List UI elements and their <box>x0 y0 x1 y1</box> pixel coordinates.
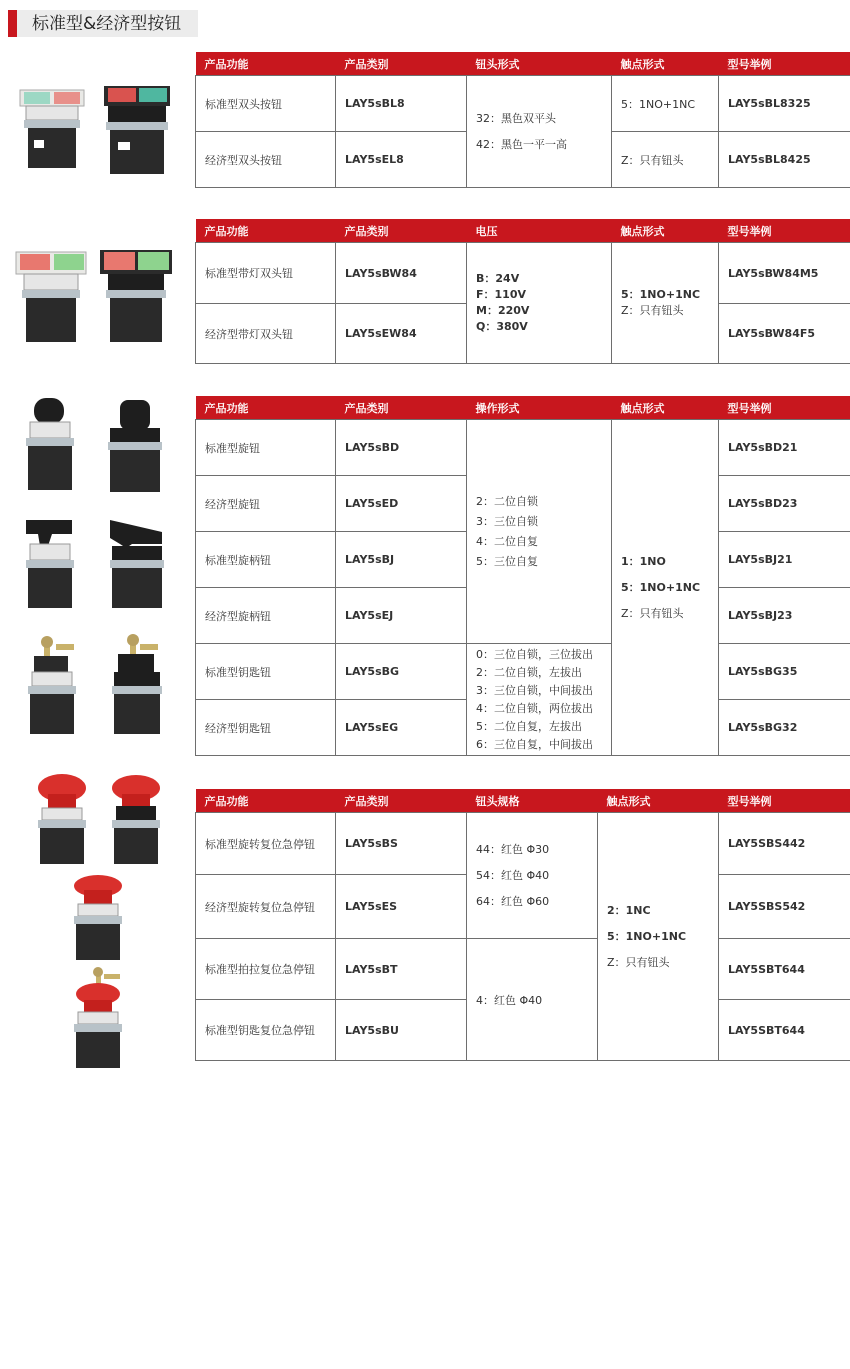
contact-item: Z：只有钮头 <box>607 955 670 969</box>
contact-cell <box>612 420 719 756</box>
head-form-item: 32：黑色双平头 <box>476 111 556 125</box>
model-cell: LAY5sBW84F5 <box>719 304 850 364</box>
category-cell: LAY5sBU <box>336 1000 467 1061</box>
function-cell: 经济型旋转复位急停钮 <box>196 875 336 939</box>
function-cell: 标准型旋转复位急停钮 <box>196 813 336 875</box>
model-cell: LAY5SBS442 <box>719 813 850 875</box>
operation-item: 2：二位自锁，左拔出 <box>476 665 582 679</box>
column-header: 型号举例 <box>719 219 850 243</box>
function-cell: 标准型带灯双头钮 <box>196 243 336 304</box>
emergency-stop-image-white <box>34 772 90 866</box>
model-cell: LAY5SBS542 <box>719 875 850 939</box>
double-head-button-table <box>195 52 850 188</box>
category-cell: LAY5sBW84 <box>336 243 467 304</box>
voltage-item: F：110V <box>476 288 526 301</box>
emergency-stop-image-black <box>108 774 164 866</box>
category-cell: LAY5sBG <box>336 644 467 700</box>
column-header: 触点形式 <box>612 396 719 420</box>
function-cell: 标准型钥匙钮 <box>196 644 336 700</box>
table-row <box>196 243 850 304</box>
column-header: 钮头规格 <box>467 789 598 813</box>
model-cell: LAY5sBD23 <box>719 476 850 532</box>
function-cell: 标准型双头按钮 <box>196 76 336 132</box>
model-cell: LAY5SBT644 <box>719 939 850 1000</box>
illuminated-double-button-table <box>195 219 850 364</box>
column-header: 操作形式 <box>467 396 612 420</box>
contact-cell <box>598 813 719 1061</box>
illuminated-double-button-image-black <box>98 248 174 344</box>
model-cell: LAY5SBT644 <box>719 1000 850 1061</box>
operation-item: 2：二位自锁 <box>476 494 538 508</box>
contact-item: 1：1NO <box>621 554 666 568</box>
double-button-image-black <box>100 84 175 176</box>
contact-item: 5：1NO+1NC <box>621 580 701 594</box>
key-reset-emergency-stop-image <box>70 966 130 1070</box>
voltage-item: M：220V <box>476 304 530 317</box>
model-cell: LAY5sBL8425 <box>719 132 850 188</box>
column-header: 产品类别 <box>336 52 467 76</box>
contact-cell <box>612 243 719 364</box>
column-header: 产品类别 <box>336 789 467 813</box>
operation-item: 4：二位自复 <box>476 534 538 548</box>
voltage-item: Q：380V <box>476 320 528 333</box>
double-button-image-white <box>16 84 88 170</box>
function-cell: 标准型旋柄钮 <box>196 532 336 588</box>
column-header: 电压 <box>467 219 612 243</box>
column-header: 触点形式 <box>598 789 719 813</box>
category-cell: LAY5sBL8 <box>336 76 467 132</box>
category-cell: LAY5sBS <box>336 813 467 875</box>
column-header: 产品功能 <box>196 396 336 420</box>
column-header: 型号举例 <box>719 52 850 76</box>
category-cell: LAY5sBT <box>336 939 467 1000</box>
head-form-cell <box>467 76 612 188</box>
category-cell: LAY5sBD <box>336 420 467 476</box>
column-header: 型号举例 <box>719 396 850 420</box>
column-header: 产品功能 <box>196 52 336 76</box>
head-form-item: 42：黑色一平一高 <box>476 137 567 151</box>
table-row <box>196 76 850 132</box>
function-cell: 经济型旋柄钮 <box>196 588 336 644</box>
push-pull-emergency-stop-image <box>70 874 126 962</box>
model-cell: LAY5sBL8325 <box>719 76 850 132</box>
function-cell: 经济型旋钮 <box>196 476 336 532</box>
column-header: 产品类别 <box>336 396 467 420</box>
category-cell: LAY5sEJ <box>336 588 467 644</box>
emergency-stop-table <box>195 789 850 1061</box>
column-header: 钮头形式 <box>467 52 612 76</box>
contact-item: Z：只有钮头 <box>621 304 684 317</box>
function-cell: 经济型钥匙钮 <box>196 700 336 756</box>
function-cell: 标准型钥匙复位急停钮 <box>196 1000 336 1061</box>
operation-item: 0：三位自锁，三位拔出 <box>476 647 593 661</box>
category-cell: LAY5sED <box>336 476 467 532</box>
selector-knob-image-white <box>22 396 78 492</box>
voltage-item: B：24V <box>476 272 520 285</box>
table-row <box>196 420 850 476</box>
table-row <box>196 939 850 1000</box>
key-switch-image-white <box>24 636 80 736</box>
page-title: 标准型&经济型按钮 <box>32 14 182 34</box>
category-cell: LAY5sES <box>336 875 467 939</box>
function-cell: 经济型双头按钮 <box>196 132 336 188</box>
model-cell: LAY5sBD21 <box>719 420 850 476</box>
table-row <box>196 813 850 875</box>
model-cell: LAY5sBJ21 <box>719 532 850 588</box>
table-row <box>196 644 850 700</box>
contact-cell: 5：1NO+1NC <box>612 76 719 132</box>
column-header: 产品功能 <box>196 789 336 813</box>
operation-cell <box>467 644 612 756</box>
operation-item: 5：二位自复，左拔出 <box>476 719 582 733</box>
model-cell: LAY5sBW84M5 <box>719 243 850 304</box>
key-switch-image-black <box>108 634 164 736</box>
spec-item: 54：红色 Φ40 <box>476 868 550 882</box>
column-header: 产品功能 <box>196 219 336 243</box>
function-cell: 标准型拍拉复位急停钮 <box>196 939 336 1000</box>
title-accent-mark <box>8 10 17 37</box>
function-cell: 经济型带灯双头钮 <box>196 304 336 364</box>
spec-item: 44：红色 Φ30 <box>476 842 550 856</box>
model-cell: LAY5sBG32 <box>719 700 850 756</box>
contact-cell: Z：只有钮头 <box>612 132 719 188</box>
model-cell: LAY5sBG35 <box>719 644 850 700</box>
operation-item: 3：三位自锁，中间拔出 <box>476 683 593 697</box>
category-cell: LAY5sBJ <box>336 532 467 588</box>
function-cell: 标准型旋钮 <box>196 420 336 476</box>
operation-item: 4：二位自锁，两位拔出 <box>476 701 593 715</box>
category-cell: LAY5sEW84 <box>336 304 467 364</box>
illuminated-double-button-image-white <box>14 248 88 344</box>
spec-cell <box>467 813 598 939</box>
operation-item: 5：三位自复 <box>476 554 538 568</box>
lever-knob-image-white <box>22 518 78 610</box>
selector-switch-table <box>195 396 850 756</box>
selector-knob-image-black <box>104 398 164 494</box>
spec-item: 64：红色 Φ60 <box>476 894 550 908</box>
contact-item: Z：只有钮头 <box>621 606 684 620</box>
column-header: 触点形式 <box>612 52 719 76</box>
voltage-cell <box>467 243 612 364</box>
category-cell: LAY5sEG <box>336 700 467 756</box>
category-cell: LAY5sEL8 <box>336 132 467 188</box>
operation-item: 6：三位自复，中间拔出 <box>476 737 593 751</box>
spec-cell: 4：红色 Φ40 <box>467 939 598 1061</box>
operation-cell <box>467 420 612 644</box>
contact-item: 5：1NO+1NC <box>607 929 687 943</box>
model-cell: LAY5sBJ23 <box>719 588 850 644</box>
lever-knob-image-black <box>106 518 166 610</box>
contact-item: 2：1NC <box>607 903 651 917</box>
operation-item: 3：三位自锁 <box>476 514 538 528</box>
contact-item: 5：1NO+1NC <box>621 288 701 301</box>
column-header: 触点形式 <box>612 219 719 243</box>
column-header: 型号举例 <box>719 789 850 813</box>
column-header: 产品类别 <box>336 219 467 243</box>
